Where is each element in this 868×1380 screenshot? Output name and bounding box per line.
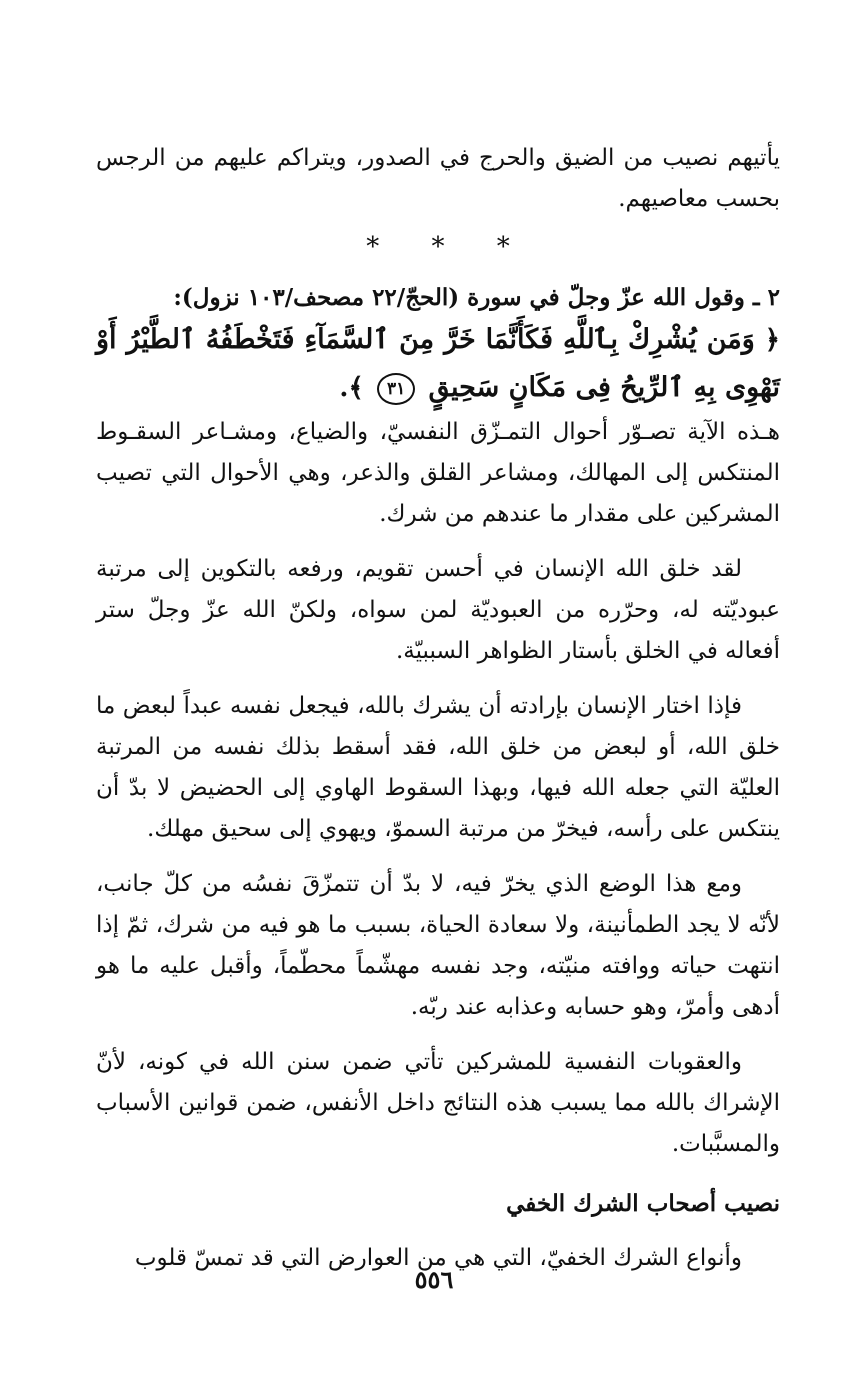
paragraph-6: وأنواع الشرك الخفيّ، التي هي من العوارض التي قد تمسّ قلوب (134, 1245, 742, 1271)
separator-star: * (496, 232, 510, 262)
separator-star: * (366, 232, 380, 262)
section-heading: نصيب أصحاب الشرك الخفي (506, 1190, 780, 1217)
page-body (96, 138, 780, 1279)
ayah-number-marker: ٣١ (377, 373, 415, 405)
paragraph-continued: يأتيهم نصيب من الضيق والحرج في الصدور، ويتراكم عليهم من الرجس بحسب معاصيهم. (96, 145, 780, 212)
page-number: ٥٥٦ (414, 1265, 454, 1294)
paragraph-5: والعقوبات النفسية للمشركين تأتي ضمن سنن الله في كونه، لأنّ الإشراك بالله مما يسبب هذه النتائج داخل الأنفس، ضمن قوانين الأسباب والمسبَّبات. (96, 1049, 780, 1157)
paragraph-4: ومع هذا الوضع الذي يخرّ فيه، لا بدّ أن تتمزّقَ نفسُه من كلّ جانب، لأنّه لا يجد الطمأنينة، ولا سعادة الحياة، بسبب ما هو فيه من شرك، ثمّ إذا انتهت حياته ووافته منيّته، وجد نفسه مهشّماً محطّماً، وأقبل عليه ما هو أدهى وأمرّ، وهو حسابه وعذابه عند ربّه. (96, 871, 780, 1020)
separator-star: * (431, 232, 445, 262)
quran-verse (96, 316, 780, 412)
paragraph-2: لقد خلق الله الإنسان في أحسن تقويم، ورفعه بالتكوين إلى مرتبة عبوديّته له، وحرّره من العبوديّة لمن سواه، ولكنّ الله عزّ وجلّ ستر أفعاله في الخلق بأستار الظواهر السببيّة. (96, 556, 780, 664)
verse-close-bracket: ﴾. (339, 373, 364, 403)
verse-open-bracket: ﴿ (764, 325, 780, 355)
verse-reference: ٢ ـ وقول الله عزّ وجلّ في سورة (الحجّ/٢٢ مصحف/١٠٣ نزول): (173, 284, 780, 311)
paragraph-1: هـذه الآية تصـوّر أحوال التمـزّق النفسيّ، والضياع، ومشـاعر السقـوط المنتكس إلى المهالك، ومشاعر القلق والذعر، وهي الأحوال التي تصيب المشركين على مقدار ما عندهم من شرك. (96, 419, 780, 527)
verse-text: وَمَن يُشْرِكْ بِٱللَّهِ فَكَأَنَّمَا خَرَّ مِنَ ٱلسَّمَآءِ فَتَخْطَفُهُ ٱلطَّيْرُ أَوْ تَهْوِى بِهِ ٱلرِّيحُ فِى مَكَانٍ سَحِيقٍ (96, 324, 780, 403)
paragraph-3: فإذا اختار الإنسان بإرادته أن يشرك بالله، فيجعل نفسه عبداً لبعض ما خلق الله، أو لبعض من خلق الله، فقد أسقط بذلك نفسه من المرتبة العليّة التي جعله الله فيها، وبهذا السقوط الهاوي إلى الحضيض لا بدّ أن ينتكس على رأسه، فيخرّ من مرتبة السموّ، ويهوي إلى سحيق مهلك. (96, 693, 780, 842)
section-separator (96, 232, 780, 262)
